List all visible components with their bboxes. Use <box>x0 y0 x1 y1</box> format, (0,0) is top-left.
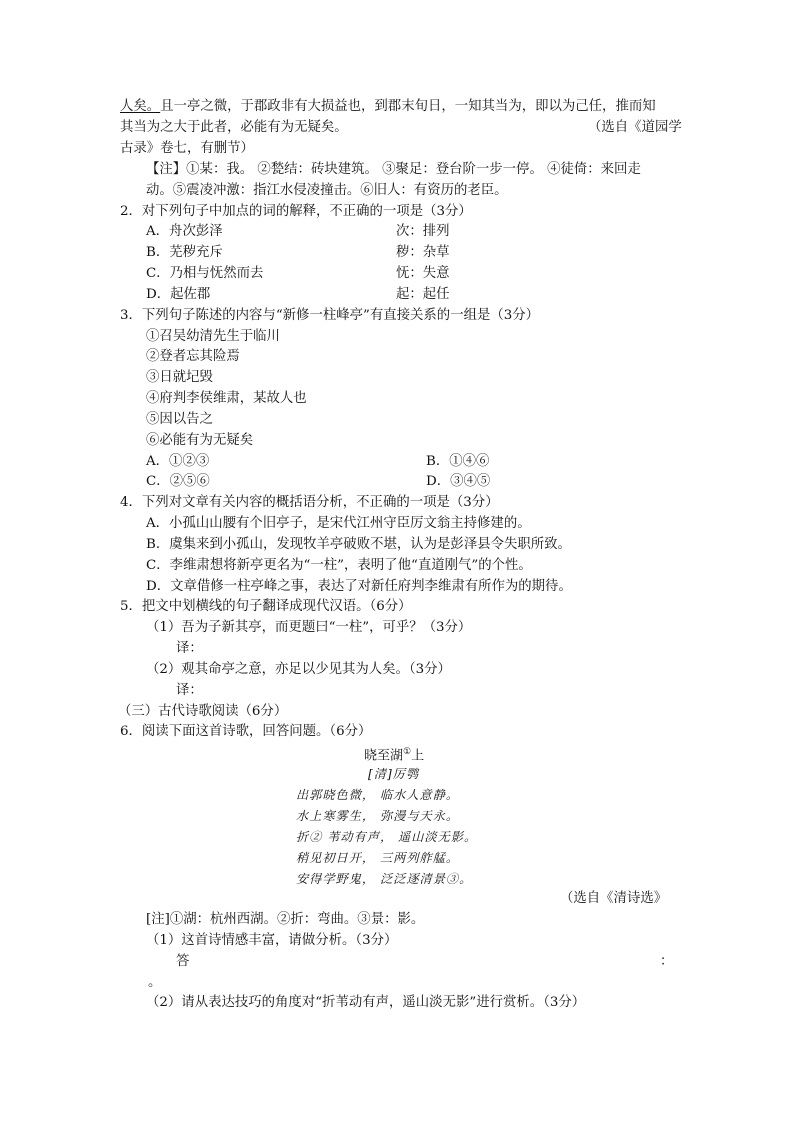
underlined-sentence: 人矣。 <box>120 99 161 114</box>
poem-line-3: 折② 苇动有声， 遥山淡无影。 <box>296 830 478 844</box>
question-6-stem: 6．阅读下面这首诗歌，回答问题。（6分） <box>120 724 372 739</box>
section-3-heading: （三）古代诗歌阅读（6分） <box>118 704 288 719</box>
q3-item-1: ①召吴幼清先生于临川 <box>146 329 280 344</box>
q3-option-b: B．①④⑥ <box>426 454 490 469</box>
q4-option-a: A．小孤山山腰有个旧亭子，是宋代江州守臣厉文翁主持修建的。 <box>146 516 531 531</box>
passage-line-2: 其当为之大于此者，必能有为无疑矣。 <box>120 120 348 135</box>
q6-sub-2: （2）请从表达技巧的角度对“折苇动有声，遥山淡无影”进行赏析。（3分） <box>146 995 586 1010</box>
q3-item-2: ②登者忘其险焉 <box>146 349 240 364</box>
poem-author: [清]厉鹗 <box>368 767 420 781</box>
question-4-stem: 4．下列对文章有关内容的概括语分析，不正确的一项是（3分） <box>120 495 499 510</box>
passage-line-3: 古录》卷七，有删节） <box>120 141 254 156</box>
q3-item-6: ⑥必能有为无疑矣 <box>146 433 254 448</box>
poem-line-1: 出郭晓色微， 临水人意静。 <box>296 788 460 802</box>
q2-option-a-gloss: 次：排列 <box>396 224 450 239</box>
q6-answer-end: 。 <box>148 975 162 990</box>
q5-sub-2: （2）观其命亭之意，亦足以少见其为人矣。（3分） <box>146 662 451 677</box>
q2-option-d: D．起佐郡 <box>146 287 211 302</box>
q3-item-4: ④府判李侯维肃，某故人也 <box>146 391 307 406</box>
question-2-stem: 2．对下列句子中加点的词的解释，不正确的一项是（3分） <box>120 204 472 219</box>
poem-line-5: 安得学野鬼， 泛泛逐清景③。 <box>296 872 473 886</box>
q6-sub-1: （1）这首诗情感丰富，请做分析。（3分） <box>146 933 398 948</box>
poem-title: 晓至湖①上 <box>364 747 425 764</box>
q6-answer-colon: ： <box>660 954 674 969</box>
q2-option-c: C．乃相与怃然而去 <box>146 266 264 281</box>
poem-annotation: [注]①湖：杭州西湖。②折：弯曲。③景：影。 <box>146 912 425 927</box>
q5-answer-1-label: 译： <box>176 641 203 656</box>
poem-line-4: 稍见初日开， 三两列舴艋。 <box>296 851 460 865</box>
annotation-line-1: 【注】①某：我。 ②甃结：砖块建筑。 ③聚足：登台阶一步一停。 ④徒倚：来回走 <box>146 162 641 177</box>
q4-option-c: C．李维肃想将新亭更名为“一柱”，表明了他“直道刚气”的个性。 <box>146 558 532 573</box>
question-5-stem: 5．把文中划横线的句子翻译成现代汉语。（6分） <box>120 599 412 614</box>
question-3-stem: 3．下列句子陈述的内容与“新修一柱峰亭”有直接关系的一组是（3分） <box>120 308 540 323</box>
passage-line-1: 人矣。且一亭之微，于郡政非有大损益也，到郡末旬日，一知其当为，即以为己任，推而知 <box>120 99 656 114</box>
q3-option-d: D．③④⑤ <box>426 474 491 489</box>
q2-option-d-gloss: 起：起任 <box>396 287 450 302</box>
q3-item-5: ⑤因以告之 <box>146 412 213 427</box>
q5-sub-1: （1）吾为子新其亭，而更题曰“一柱”，可乎？（3分） <box>146 620 472 635</box>
poem-source: （选自《清诗选》 <box>560 891 668 906</box>
q3-option-a: A．①②③ <box>146 454 210 469</box>
poem-line-2: 水上寒雾生， 弥漫与天永。 <box>296 809 460 823</box>
q4-option-d: D．文章借修一柱亭峰之事，表达了对新任府判李维肃有所作为的期待。 <box>146 579 572 594</box>
q4-option-b: B．虞集来到小孤山，发现牧羊亭破败不堪，认为是彭泽县令失职所致。 <box>146 537 571 552</box>
q2-option-b: B．芜秽充斥 <box>146 245 223 260</box>
annotation-line-2: 动。⑤震凌冲激：指江水侵凌撞击。⑥旧人：有资历的老臣。 <box>146 183 508 198</box>
q2-option-a: A．舟次彭泽 <box>146 224 223 239</box>
q2-option-c-gloss: 怃：失意 <box>396 266 450 281</box>
q5-answer-2-label: 译： <box>176 683 203 698</box>
q6-answer-label: 答 <box>176 954 190 969</box>
q2-option-b-gloss: 秽：杂草 <box>396 245 450 260</box>
q3-item-3: ③日就圮毁 <box>146 370 213 385</box>
q3-option-c: C．②⑤⑥ <box>146 474 210 489</box>
source-citation: （选自《道园学 <box>588 120 682 135</box>
